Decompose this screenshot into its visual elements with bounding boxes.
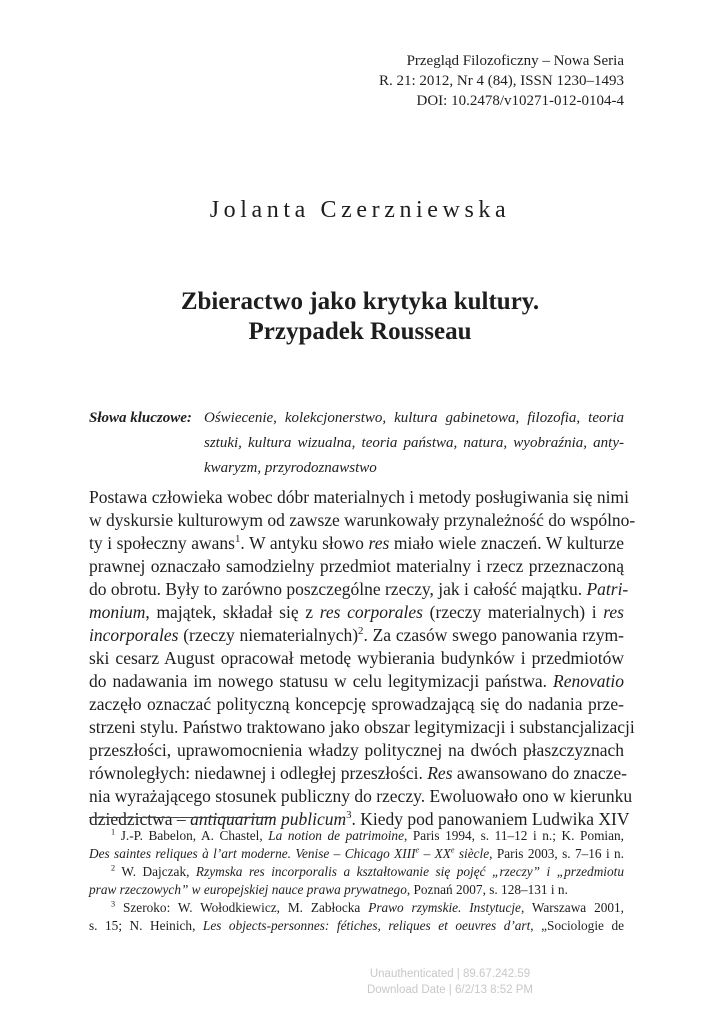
article-title (0, 287, 720, 347)
footnote-ref[interactable]: 2 (358, 625, 364, 638)
journal-issue: R. 21: 2012, Nr 4 (84), ISSN 1230–1493 (378, 73, 624, 89)
footnote-line: $^1$ J.-P. Babelon, A. Chastel, La notion de patrimoine, Paris 1994, s. 11–12 i n.; K. Pomian, (111, 827, 625, 843)
watermark-date: Download Date | 6/2/13 8:52 PM (366, 984, 533, 996)
body-line: do nadawania im nowego statusu w celu legitymizacji państwa. Renovatio (89, 671, 624, 691)
author-name: Jolanta Czerzniewska (209, 197, 511, 223)
body-paragraph (89, 486, 636, 831)
footnote-ref[interactable]: 3 (346, 809, 352, 822)
keywords-label: Słowa kluczowe: (89, 410, 192, 426)
download-watermark (350, 966, 550, 998)
title-line-1: Zbieractwo jako krytyka kultury. (180, 288, 540, 315)
footnote-line: Des saintes reliques à l’art moderne. Venise – Chicago XIIIe – XXe siècle, Paris 2003, s. 7–16 i n. (89, 845, 624, 861)
body-line: zaczęło oznaczać polityczną koncepcję sprowadzającą się do nadania prze- (89, 694, 624, 714)
journal-doi: DOI: 10.2478/v10271-012-0104-4 (416, 93, 624, 109)
body-line: Postawa człowieka wobec dóbr materialnych i metody posługiwania się nimi (89, 487, 629, 507)
body-line: ski cesarz August opracował metodę wybierania budynków i przedmiotów (89, 648, 624, 668)
body-line: strzeni stylu. Państwo traktowano jako obszar legitymizacji i substancjalizacji (89, 717, 635, 737)
footnote-line: $^3$ Szeroko: W. Wołodkiewicz, M. Zabłocka Prawo rzymskie. Instytucje, Warszawa 2001, (111, 899, 624, 915)
journal-header (379, 51, 624, 111)
body-line: przeszłości, uprawomocnienia władzy politycznej na dwóch płaszczyznach (89, 740, 624, 760)
footnote-number: 1 (111, 827, 116, 837)
footnote-line: praw rzeczowych” w europejskiej nauce prawa prywatnego, Poznań 2007, s. 128–131 i n. (89, 882, 568, 897)
body-line: monium, majątek, składał się z res corporales (rzeczy materialnych) i res (89, 602, 624, 622)
body-line: do obrotu. Były to zarówno poszczególne rzeczy, jak i całość majątku. Patri- (89, 579, 629, 599)
body-line: prawnej oznaczało samodzielny przedmiot materialny i rzecz przeznaczoną (89, 556, 624, 576)
body-line: nia wyrażającego stosunek publiczny do rzeczy. Ewoluowało ono w kierunku (89, 786, 633, 806)
keywords-block (89, 406, 624, 481)
footnote-ref[interactable]: 1 (235, 533, 241, 546)
watermark-auth: Unauthenticated | 89.67.242.59 (369, 968, 531, 980)
footnote-line: s. 15; N. Heinich, Les objects-personnes: fétiches, reliques et oeuvres d’art, „Sociologie de (89, 918, 624, 933)
body-line: ty i społeczny awans$^1$. W antyku słowo res miało wiele znaczeń. W kulturze (89, 533, 625, 553)
title-line-2: Przypadek Rousseau (248, 318, 472, 345)
footnotes (89, 827, 624, 935)
footnote-number: 3 (111, 899, 116, 909)
body-line: w dyskursie kulturowym od zawsze warunkowały przynależność do wspólno- (89, 510, 636, 530)
footnote-number: 2 (111, 863, 116, 873)
body-line: dziedzictwa – antiquarium publicum$^3$. Kiedy pod panowaniem Ludwika XIV (89, 809, 630, 829)
keywords-text: Oświecenie, kolekcjonerstwo, kultura gabinetowa, filozofia, teoria sztuki, kultura wizualna, teoria państwa, natura, wyobraźnia, antykwaryzm, przyrodoznawstwo (204, 410, 624, 476)
body-line: równoległych: niedawnej i odległej przeszłości. Res awansowano do znacze- (89, 763, 627, 783)
footnote-separator (89, 817, 275, 818)
body-line: incorporales (rzeczy niematerialnych)$^2$. Za czasów swego panowania rzym- (89, 625, 624, 645)
footnote-line: $^2$ W. Dajczak, Rzymska res incorporalis a kształtowanie się pojęć „rzeczy” i „przedmiotu (111, 863, 624, 879)
journal-name: Przegląd Filozoficzny – Nowa Seria (406, 53, 624, 69)
